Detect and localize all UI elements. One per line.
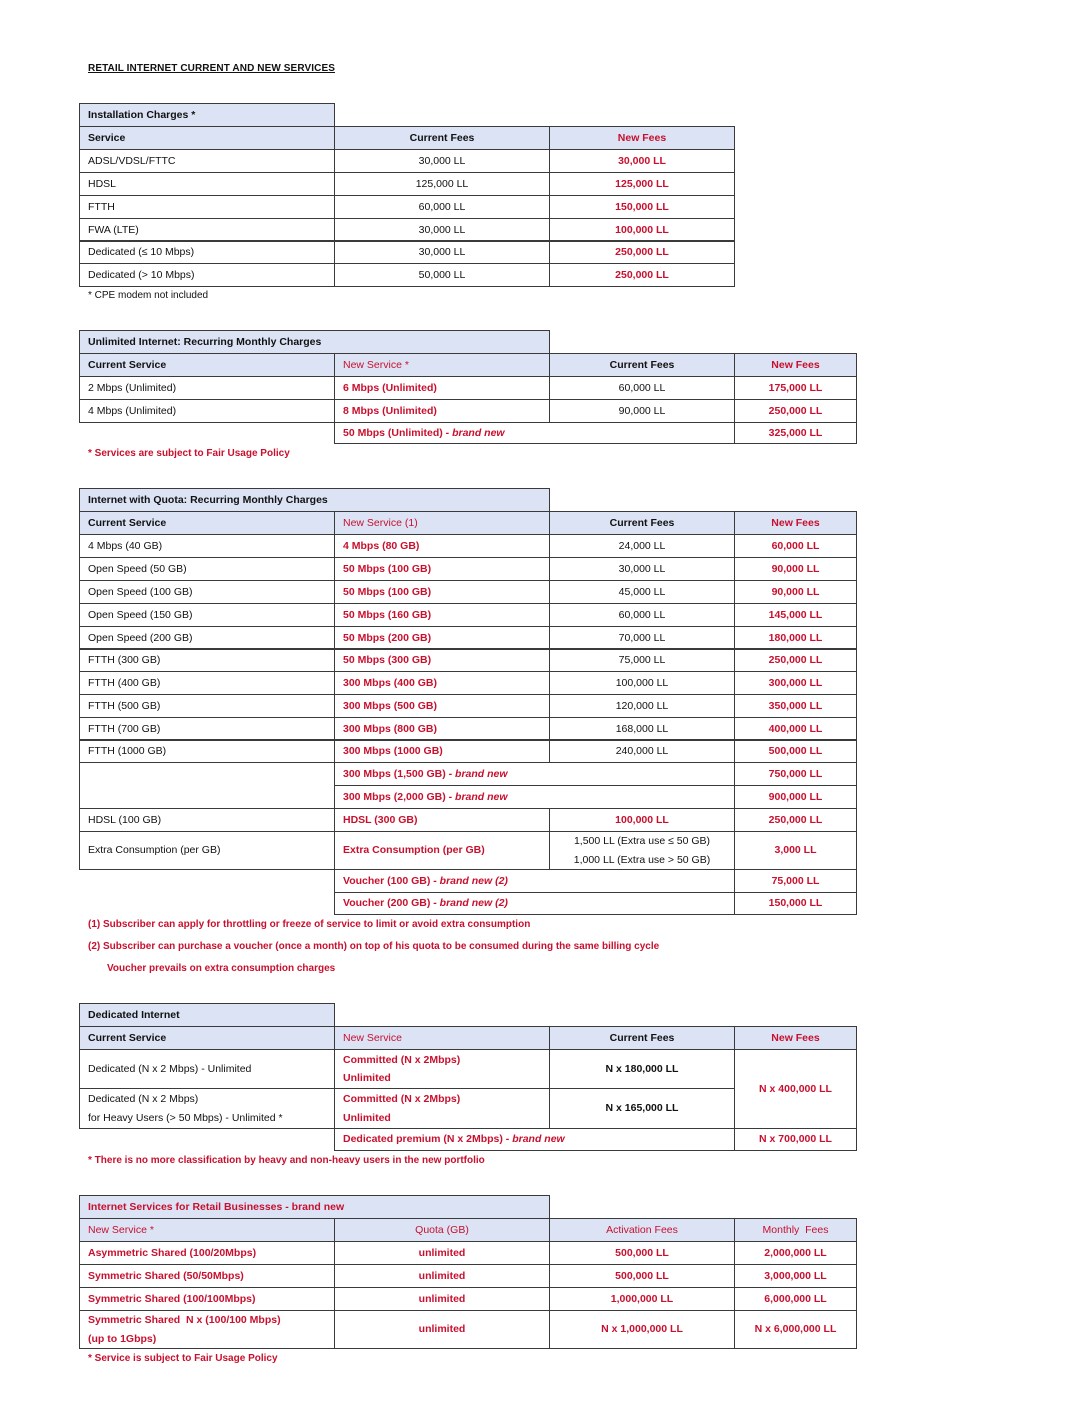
service-cell: FWA (LTE): [79, 218, 335, 242]
current-service-cell: 2 Mbps (Unlimited): [79, 376, 335, 400]
col-header-current-fees: Current Fees: [549, 511, 735, 535]
brand-new-tag: - brand new: [442, 426, 505, 439]
unlimited-title: Unlimited Internet: Recurring Monthly Charges: [79, 330, 550, 354]
current-fee-cell: 60,000 LL: [549, 376, 735, 400]
current-fee-cell: [549, 831, 735, 870]
brand-new-tag: - brand new (2): [430, 874, 508, 887]
quota-note-1: (1) Subscriber can apply for throttling or freeze of service to limit or avoid extra consumption: [88, 919, 531, 930]
new-fee-cell: 30,000 LL: [549, 149, 735, 173]
new-service-cell: [334, 1088, 550, 1129]
quota-note-2: (2) Subscriber can purchase a voucher (once a month) on top of his quota to be consumed during the same billing cycle: [88, 941, 660, 952]
new-service-cell: [334, 1049, 550, 1089]
current-fee-cell: 30,000 LL: [334, 149, 550, 173]
current-service-cell: Open Speed (100 GB): [79, 580, 335, 604]
unlimited-note: * Services are subject to Fair Usage Policy: [88, 448, 290, 459]
brand-new-tag: - brand new: [445, 767, 508, 780]
new-fee-cell: 300,000 LL: [734, 671, 857, 695]
service-label: Voucher (200 GB): [343, 897, 431, 910]
activation-fee-cell: 500,000 LL: [549, 1241, 735, 1265]
current-fee-cell: 100,000 LL: [549, 671, 735, 695]
new-service-cell: 300 Mbps (800 GB): [334, 717, 550, 741]
current-fee-cell: 60,000 LL: [334, 195, 550, 219]
current-service-cell: 4 Mbps (40 GB): [79, 534, 335, 558]
current-fee-cell: 30,000 LL: [334, 240, 550, 264]
new-service-cell: 4 Mbps (80 GB): [334, 534, 550, 558]
brand-new-tag: - brand new (2): [430, 897, 508, 910]
current-service-cell: Open Speed (50 GB): [79, 557, 335, 581]
current-fee-cell: 30,000 LL: [549, 557, 735, 581]
new-service-cell: 300 Mbps (1000 GB): [334, 739, 550, 763]
service-cell: [79, 1310, 335, 1349]
col-header-new-service: New Service *: [79, 1218, 335, 1242]
new-service-cell: 50 Mbps (100 GB): [334, 580, 550, 604]
col-header-service: Service: [79, 126, 335, 150]
new-service-cell: 50 Mbps (200 GB): [334, 626, 550, 650]
service-label: 300 Mbps (2,000 GB): [343, 790, 446, 803]
service-cell: Symmetric Shared (100/100Mbps): [79, 1287, 335, 1311]
new-fee-cell: N x 700,000 LL: [734, 1128, 857, 1151]
new-fee-cell: 60,000 LL: [734, 534, 857, 558]
current-service-cell: Open Speed (200 GB): [79, 626, 335, 650]
new-service-line: Unlimited: [343, 1072, 391, 1084]
quota-cell: unlimited: [334, 1241, 550, 1265]
new-fee-cell: 150,000 LL: [734, 892, 857, 915]
new-service-cell: [334, 422, 735, 444]
new-service-cell: [334, 762, 735, 786]
current-fee-cell: N x 180,000 LL: [549, 1049, 735, 1089]
col-header-current-service: Current Service: [79, 1026, 335, 1050]
current-service-cell: HDSL (100 GB): [79, 808, 335, 832]
col-header-new-service: New Service *: [334, 353, 550, 377]
business-note: * Service is subject to Fair Usage Policy: [88, 1353, 278, 1364]
col-header-new-fees: New Fees: [734, 511, 857, 535]
current-service-cell: 4 Mbps (Unlimited): [79, 399, 335, 423]
current-fee-cell: 240,000 LL: [549, 739, 735, 763]
current-fee-cell: 90,000 LL: [549, 399, 735, 423]
col-header-new-fees: New Fees: [549, 126, 735, 150]
current-service-cell: FTTH (1000 GB): [79, 739, 335, 763]
brand-new-tag: - brand new: [445, 790, 508, 803]
service-cell: Dedicated (≤ 10 Mbps): [79, 240, 335, 264]
service-cell: FTTH: [79, 195, 335, 219]
service-label: Dedicated premium (N x 2Mbps): [343, 1133, 503, 1146]
new-fee-cell: 145,000 LL: [734, 603, 857, 627]
current-service-line: for Heavy Users (> 50 Mbps) - Unlimited *: [88, 1111, 283, 1124]
new-service-cell: 50 Mbps (300 GB): [334, 648, 550, 672]
col-header-quota: Quota (GB): [334, 1218, 550, 1242]
new-service-cell: [334, 892, 735, 915]
current-service-line: Dedicated (N x 2 Mbps): [88, 1093, 199, 1106]
col-header-new-service: New Service (1): [334, 511, 550, 535]
new-service-cell: 8 Mbps (Unlimited): [334, 399, 550, 423]
col-header-monthly-fees: Monthly Fees: [734, 1218, 857, 1242]
document-title: RETAIL INTERNET CURRENT AND NEW SERVICES: [88, 63, 335, 74]
col-header-new-service: New Service: [334, 1026, 550, 1050]
new-fee-cell: 150,000 LL: [549, 195, 735, 219]
current-fee-cell: 24,000 LL: [549, 534, 735, 558]
current-fee-cell: 30,000 LL: [334, 218, 550, 242]
current-service-cell: Open Speed (150 GB): [79, 603, 335, 627]
current-fee-cell: 125,000 LL: [334, 172, 550, 196]
quota-cell: unlimited: [334, 1264, 550, 1288]
col-header-current-fees: Current Fees: [334, 126, 550, 150]
dedicated-title: Dedicated Internet: [79, 1003, 335, 1027]
service-line: (up to 1Gbps): [88, 1332, 157, 1345]
new-service-cell: [334, 869, 735, 893]
current-fee-cell: 75,000 LL: [549, 648, 735, 672]
new-fee-cell: 90,000 LL: [734, 580, 857, 604]
current-fee-cell: N x 165,000 LL: [549, 1088, 735, 1129]
brand-new-tag: - brand new: [502, 1133, 565, 1146]
installation-title: Installation Charges *: [79, 103, 335, 127]
service-label: 50 Mbps (Unlimited): [343, 426, 443, 439]
service-cell: Symmetric Shared (50/50Mbps): [79, 1264, 335, 1288]
new-fee-cell: 180,000 LL: [734, 626, 857, 650]
business-title: Internet Services for Retail Businesses - brand new: [79, 1195, 550, 1219]
service-label: 300 Mbps (1,500 GB): [343, 767, 446, 780]
new-fee-cell: 750,000 LL: [734, 762, 857, 786]
new-fee-cell: 250,000 LL: [549, 263, 735, 287]
current-service-cell: FTTH (300 GB): [79, 648, 335, 672]
quota-cell: unlimited: [334, 1310, 550, 1349]
activation-fee-cell: 1,000,000 LL: [549, 1287, 735, 1311]
col-header-new-fees: New Fees: [734, 1026, 857, 1050]
new-fee-cell: 75,000 LL: [734, 869, 857, 893]
dedicated-note: * There is no more classification by heavy and non-heavy users in the new portfolio: [88, 1155, 485, 1166]
new-service-cell: 6 Mbps (Unlimited): [334, 376, 550, 400]
new-service-cell: 300 Mbps (500 GB): [334, 694, 550, 718]
monthly-fee-cell: 6,000,000 LL: [734, 1287, 857, 1311]
new-fee-cell: 250,000 LL: [734, 808, 857, 832]
current-service-cell: FTTH (700 GB): [79, 717, 335, 741]
installation-note: * CPE modem not included: [88, 290, 209, 301]
col-header-current-fees: Current Fees: [549, 1026, 735, 1050]
current-service-cell: FTTH (400 GB): [79, 671, 335, 695]
empty-cell: [79, 762, 336, 808]
current-fee-cell: 45,000 LL: [549, 580, 735, 604]
current-fee-cell: 70,000 LL: [549, 626, 735, 650]
current-fee-cell: 100,000 LL: [549, 808, 735, 832]
new-service-cell: [334, 785, 735, 809]
new-fee-cell: 900,000 LL: [734, 785, 857, 809]
new-fee-cell: 350,000 LL: [734, 694, 857, 718]
new-service-cell: Extra Consumption (per GB): [334, 831, 550, 870]
service-cell: HDSL: [79, 172, 335, 196]
new-service-cell: 300 Mbps (400 GB): [334, 671, 550, 695]
current-fee-cell: 168,000 LL: [549, 717, 735, 741]
new-fee-cell: 400,000 LL: [734, 717, 857, 741]
service-cell: ADSL/VDSL/FTTC: [79, 149, 335, 173]
new-fee-cell: 125,000 LL: [549, 172, 735, 196]
monthly-fee-cell: N x 6,000,000 LL: [734, 1310, 857, 1349]
current-service-cell: [79, 1088, 335, 1129]
current-fee-cell: 120,000 LL: [549, 694, 735, 718]
quota-cell: unlimited: [334, 1287, 550, 1311]
new-service-cell: 50 Mbps (160 GB): [334, 603, 550, 627]
service-line: Symmetric Shared N x (100/100 Mbps): [88, 1314, 281, 1327]
new-service-line: Unlimited: [343, 1111, 391, 1124]
col-header-new-fees: New Fees: [734, 353, 857, 377]
activation-fee-cell: N x 1,000,000 LL: [549, 1310, 735, 1349]
new-service-cell: HDSL (300 GB): [334, 808, 550, 832]
quota-title: Internet with Quota: Recurring Monthly Charges: [79, 488, 550, 512]
new-fee-cell: 100,000 LL: [549, 218, 735, 242]
service-cell: Asymmetric Shared (100/20Mbps): [79, 1241, 335, 1265]
new-fee-cell: 250,000 LL: [549, 240, 735, 264]
new-service-cell: 50 Mbps (100 GB): [334, 557, 550, 581]
current-fee-cell: 60,000 LL: [549, 603, 735, 627]
merged-new-fee-cell: N x 400,000 LL: [734, 1049, 857, 1129]
current-fee-line: 1,500 LL (Extra use ≤ 50 GB): [573, 835, 711, 848]
monthly-fee-cell: 2,000,000 LL: [734, 1241, 857, 1265]
current-fee-line: 1,000 LL (Extra use > 50 GB): [573, 853, 711, 866]
new-service-line: Committed (N x 2Mbps): [343, 1053, 461, 1066]
new-fee-cell: 90,000 LL: [734, 557, 857, 581]
col-header-current-fees: Current Fees: [549, 353, 735, 377]
new-fee-cell: 250,000 LL: [734, 399, 857, 423]
service-label: Voucher (100 GB): [343, 874, 431, 887]
new-fee-cell: 175,000 LL: [734, 376, 857, 400]
monthly-fee-cell: 3,000,000 LL: [734, 1264, 857, 1288]
activation-fee-cell: 500,000 LL: [549, 1264, 735, 1288]
new-fee-cell: 250,000 LL: [734, 648, 857, 672]
new-service-cell: [334, 1128, 735, 1151]
current-fee-cell: 50,000 LL: [334, 263, 550, 287]
current-service-cell: FTTH (500 GB): [79, 694, 335, 718]
new-fee-cell: 3,000 LL: [734, 831, 857, 870]
col-header-activation-fees: Activation Fees: [549, 1218, 735, 1242]
new-fee-cell: 325,000 LL: [734, 422, 857, 444]
quota-note-3: Voucher prevails on extra consumption charges: [107, 963, 336, 974]
current-service-cell: Dedicated (N x 2 Mbps) - Unlimited: [79, 1049, 335, 1089]
col-header-current-service: Current Service: [79, 511, 335, 535]
service-cell: Dedicated (> 10 Mbps): [79, 263, 335, 287]
current-service-cell: Extra Consumption (per GB): [79, 831, 335, 870]
new-service-line: Committed (N x 2Mbps): [343, 1093, 461, 1106]
new-fee-cell: 500,000 LL: [734, 739, 857, 763]
col-header-current-service: Current Service: [79, 353, 335, 377]
